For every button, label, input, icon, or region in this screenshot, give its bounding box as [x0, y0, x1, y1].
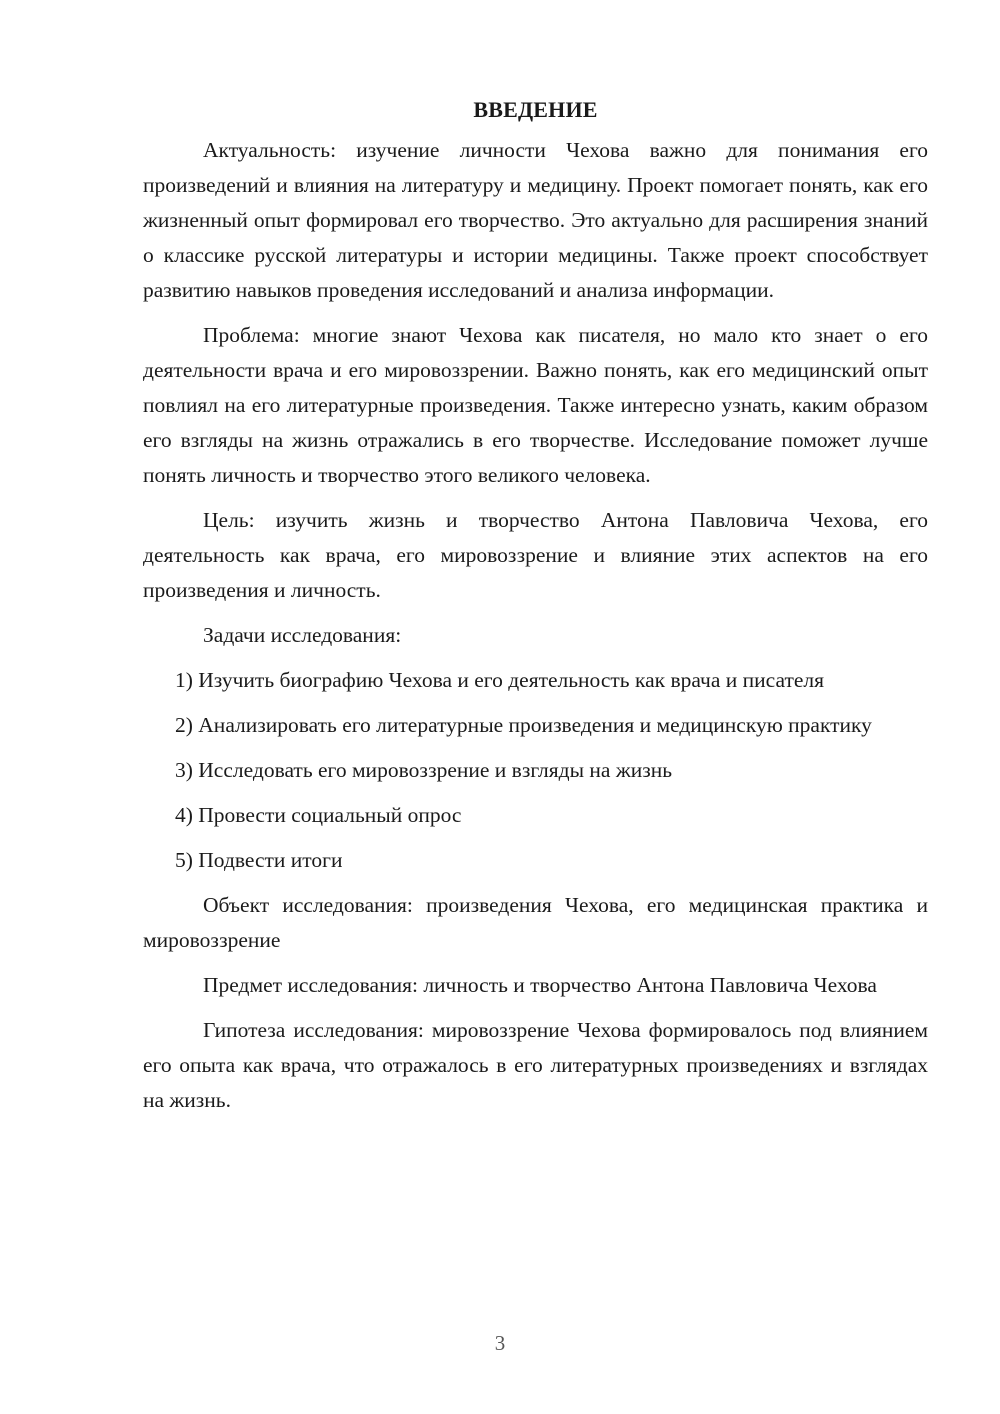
relevance-paragraph: Актуальность: изучение личности Чехова важно для понимания его произведений и влияния на литературу и медицину. Проект помогает понять, как его жизненный опыт формировал его творчество. Это актуально для расширения знаний о классике русской литературы и истории медицины. Также проект способствует развитию навыков проведения исследований и анализа информации. [143, 138, 928, 302]
object-paragraph: Объект исследования: произведения Чехова, его медицинская практика и мировоззрение [143, 893, 928, 952]
task-item-3: 3) Исследовать его мировоззрение и взгляды на жизнь [175, 758, 673, 782]
hypothesis-paragraph: Гипотеза исследования: мировоззрение Чехова формировалось под влиянием его опыта как врача, что отражалось в его литературных произведениях и взглядах на жизнь. [143, 1018, 928, 1112]
task-item-1: 1) Изучить биографию Чехова и его деятельность как врача и писателя [175, 668, 824, 692]
subject-paragraph: Предмет исследования: личность и творчество Антона Павловича Чехова [203, 973, 877, 997]
task-item-4: 4) Провести социальный опрос [175, 803, 462, 827]
tasks-heading: Задачи исследования: [203, 623, 402, 647]
page-number: 3 [494, 1331, 506, 1355]
problem-paragraph: Проблема: многие знают Чехова как писателя, но мало кто знает о его деятельности врача и его мировоззрении. Важно понять, как его медицинский опыт повлиял на его литературные произведения. Также интересно узнать, каким образом его взгляды на жизнь отражались в его творчестве. Исследование поможет лучше понять личность и творчество этого великого человека. [143, 323, 928, 487]
section-title: ВВЕДЕНИЕ [473, 97, 598, 122]
task-item-2: 2) Анализировать его литературные произведения и медицинскую практику [175, 713, 872, 737]
goal-paragraph: Цель: изучить жизнь и творчество Антона Павловича Чехова, его деятельность как врача, его мировоззрение и влияние этих аспектов на его произведения и личность. [143, 508, 928, 602]
document-page [143, 92, 928, 1128]
task-item-5: 5) Подвести итоги [175, 848, 343, 872]
